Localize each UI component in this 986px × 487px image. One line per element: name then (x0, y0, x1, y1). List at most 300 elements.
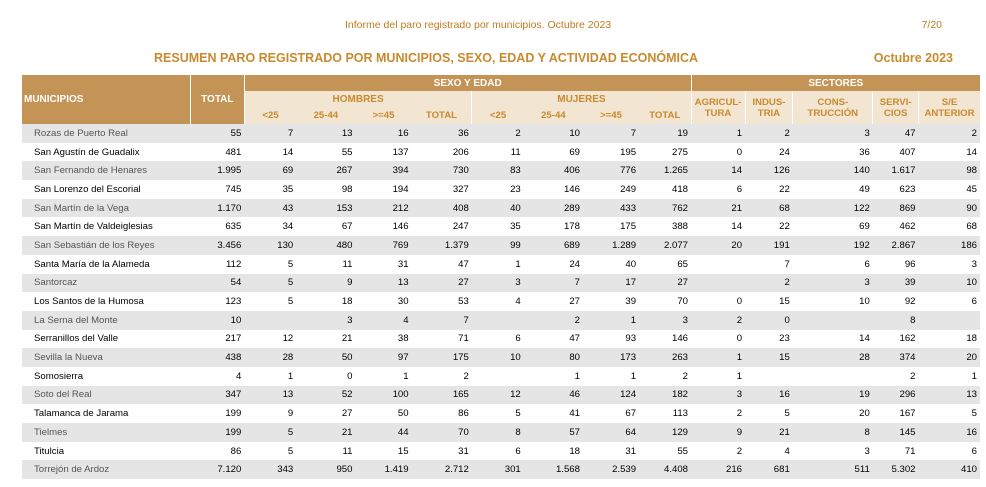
table-row (22, 124, 980, 143)
table-cell: 1.289 (583, 236, 639, 255)
col-header-total: TOTAL (190, 75, 244, 124)
table-cell: 27 (341, 408, 353, 420)
table-cell: 99 (472, 236, 524, 255)
table-cell: 730 (412, 161, 472, 180)
table-cell: 2.867 (873, 236, 919, 255)
table-cell: 212 (355, 199, 411, 218)
municipio-name: San Agustín de Guadalix (34, 146, 140, 158)
col-header-hombres-25-44: 25-44 (296, 107, 355, 124)
municipio-name: Sevilla la Nueva (22, 348, 190, 367)
table-cell: 175 (412, 348, 472, 367)
table-cell: 10 (859, 296, 870, 308)
table-cell: 34 (282, 221, 294, 233)
table-cell: 100 (355, 386, 411, 405)
table-cell: 13 (919, 386, 980, 405)
table-cell: 3 (793, 274, 873, 293)
table-cell: 8 (793, 423, 873, 442)
table-cell: 46 (524, 386, 583, 405)
table-cell: 433 (583, 199, 639, 218)
table-cell: 2.539 (583, 460, 639, 479)
table-cell: 69 (244, 161, 296, 180)
table-cell: 93 (625, 333, 637, 345)
col-header-construccion: CONS- TRUCCIÓN (793, 91, 873, 124)
table-cell: 689 (524, 236, 583, 255)
table-cell: 50 (397, 408, 409, 420)
municipio-name: Santa María de la Alameda (34, 258, 150, 270)
table-cell: 374 (873, 348, 919, 367)
table-cell: 10 (472, 348, 524, 367)
table-row (22, 217, 980, 236)
table-cell: 192 (793, 236, 873, 255)
table-cell: 1 (630, 370, 637, 382)
table-cell: 327 (452, 183, 469, 195)
table-cell: 97 (355, 348, 411, 367)
table-cell: 6 (971, 445, 977, 457)
table-cell: 18 (569, 445, 580, 457)
table-cell: 96 (904, 258, 916, 270)
municipio-name: Serranillos del Valle (34, 333, 119, 345)
table-cell: 47 (569, 333, 580, 345)
table-cell: 165 (412, 386, 472, 405)
table-cell: 1.170 (190, 199, 244, 218)
table-cell: 681 (745, 460, 793, 479)
table-row (22, 348, 980, 367)
table-cell: 71 (904, 445, 916, 457)
table-cell: 0 (736, 146, 743, 158)
col-header-mujeres-total: TOTAL (639, 107, 691, 124)
table-cell: 11 (510, 146, 521, 158)
municipio-name: Torrejón de Ardoz (22, 460, 190, 479)
table-cell: 55 (190, 124, 244, 143)
table-cell: 65 (677, 258, 689, 270)
table-cell (691, 274, 745, 293)
table-cell: 57 (524, 423, 583, 442)
table-cell: 17 (583, 274, 639, 293)
table-cell: 86 (230, 445, 242, 457)
table-cell: 122 (793, 199, 873, 218)
table-cell: 3 (691, 386, 745, 405)
table-cell: 19 (793, 386, 873, 405)
table-cell: 39 (873, 274, 919, 293)
table-cell: 140 (793, 161, 873, 180)
table-cell: 3 (639, 311, 691, 330)
table-cell: 1 (287, 370, 294, 382)
table-cell: 54 (190, 274, 244, 293)
table-cell (793, 311, 873, 330)
table-cell: 28 (793, 348, 873, 367)
table-cell: 20 (859, 408, 870, 420)
table-cell (745, 367, 793, 386)
table-cell: 8 (472, 423, 524, 442)
table-cell: 511 (793, 460, 873, 479)
table-cell: 6 (971, 296, 977, 308)
table-cell: 343 (244, 460, 296, 479)
table-cell: 267 (296, 161, 355, 180)
table-cell: 410 (919, 460, 980, 479)
table-cell: 23 (510, 183, 521, 195)
table-cell: 19 (639, 124, 691, 143)
table-cell: 1.617 (873, 161, 919, 180)
main-title: RESUMEN PARO REGISTRADO POR MUNICIPIOS, SEXO, EDAD Y ACTIVIDAD ECONÓMICA (154, 51, 699, 65)
table-cell: 10 (524, 124, 583, 143)
table-cell: 21 (296, 423, 355, 442)
table-cell: 2 (910, 370, 916, 382)
table-cell: 15 (397, 445, 409, 457)
municipio-name: Los Santos de la Humosa (34, 296, 144, 308)
table-row (22, 292, 980, 311)
table-cell: 67 (341, 221, 353, 233)
table-cell: 35 (510, 221, 521, 233)
table-cell: 438 (190, 348, 244, 367)
table-cell: 1 (574, 370, 580, 382)
report-title: Informe del paro registrado por municipios. Octubre 2023 (345, 19, 612, 31)
municipio-name: Rozas de Puerto Real (22, 124, 190, 143)
table-cell: 55 (341, 146, 353, 158)
report-header (0, 19, 986, 33)
table-cell: 137 (392, 146, 409, 158)
table-cell: 247 (452, 221, 469, 233)
table-cell: 126 (745, 161, 793, 180)
table-cell: 2 (919, 124, 980, 143)
municipio-name: Somosierra (34, 370, 84, 382)
table-cell: 98 (919, 161, 980, 180)
table-cell: 4 (355, 311, 411, 330)
table-cell: 194 (392, 183, 409, 195)
group-header-mujeres: MUJERES (472, 91, 691, 107)
table-row (22, 423, 980, 442)
table-cell: 762 (639, 199, 691, 218)
table-cell: 175 (620, 221, 637, 233)
table-cell (793, 367, 873, 386)
table-cell: 5 (287, 258, 294, 270)
table-row (22, 330, 980, 349)
table-cell: 146 (563, 183, 580, 195)
table-cell: 31 (397, 258, 409, 270)
table-cell: 50 (296, 348, 355, 367)
table-cell: 2 (463, 370, 469, 382)
table-cell: 28 (244, 348, 296, 367)
table-cell: 153 (296, 199, 355, 218)
table-cell: 31 (625, 445, 637, 457)
col-header-agricultura: AGRICUL- TURA (691, 91, 745, 124)
municipio-name: Tielmes (22, 423, 190, 442)
table-row (22, 199, 980, 218)
table-cell: 406 (524, 161, 583, 180)
table-cell: 1.265 (639, 161, 691, 180)
table-cell: 4 (235, 370, 242, 382)
table-cell: 4.408 (639, 460, 691, 479)
table-row (22, 180, 980, 199)
table-cell: 4 (784, 445, 790, 457)
table-cell: 2 (691, 311, 745, 330)
table-cell: 186 (919, 236, 980, 255)
table-cell: 5 (784, 408, 790, 420)
table-cell: 3.456 (190, 236, 244, 255)
table-cell: 7 (524, 274, 583, 293)
table-cell: 130 (244, 236, 296, 255)
table-cell: 21 (341, 333, 353, 345)
table-cell: 745 (225, 183, 242, 195)
table-cell: 7 (583, 124, 639, 143)
table-cell: 3 (793, 124, 873, 143)
table-cell: 15 (745, 348, 793, 367)
table-cell: 22 (779, 183, 790, 195)
table-cell: 301 (472, 460, 524, 479)
table-cell: 217 (225, 333, 242, 345)
municipio-name: Santorcaz (22, 274, 190, 293)
table-cell: 22 (779, 221, 790, 233)
table-cell: 635 (225, 221, 242, 233)
table-row (22, 143, 980, 162)
table-row (22, 442, 980, 461)
table-cell: 12 (472, 386, 524, 405)
table-cell: 167 (899, 408, 916, 420)
table-cell: 0 (736, 333, 743, 345)
table-cell: 92 (904, 296, 916, 308)
table-cell: 68 (966, 221, 977, 233)
table-cell: 480 (296, 236, 355, 255)
table-cell: 15 (779, 296, 790, 308)
col-header-servicios: SERVI- CIOS (873, 91, 919, 124)
table-cell: 1 (736, 370, 743, 382)
table-cell: 5 (971, 408, 977, 420)
municipio-name: Titulcia (34, 445, 65, 457)
table-cell: 16 (355, 124, 411, 143)
table-cell: 124 (583, 386, 639, 405)
table-cell: 129 (639, 423, 691, 442)
table-cell: 275 (672, 146, 689, 158)
table-cell: 55 (677, 445, 689, 457)
table-cell: 289 (524, 199, 583, 218)
unemployment-table (22, 75, 980, 479)
table-cell: 1 (583, 311, 639, 330)
table-cell: 7 (244, 124, 296, 143)
municipio-name: San Fernando de Henares (22, 161, 190, 180)
table-row (22, 386, 980, 405)
col-header-industria: INDUS- TRIA (745, 91, 793, 124)
table-cell: 296 (873, 386, 919, 405)
table-cell: 418 (672, 183, 689, 195)
table-row (22, 367, 980, 386)
table-cell: 112 (226, 258, 242, 270)
period-label: Octubre 2023 (873, 51, 953, 65)
table-cell: 11 (342, 445, 353, 457)
table-cell: 14 (282, 146, 294, 158)
table-cell: 5 (287, 296, 294, 308)
table-cell: 1.419 (355, 460, 411, 479)
table-cell: 6 (736, 183, 743, 195)
municipio-name: Soto del Real (22, 386, 190, 405)
table-cell: 80 (524, 348, 583, 367)
table-cell: 3 (864, 445, 870, 457)
col-header-hombres-lt25: <25 (244, 107, 296, 124)
table-cell: 71 (458, 333, 469, 345)
table-cell: 9 (296, 274, 355, 293)
table-cell: 2.077 (639, 236, 691, 255)
table-cell: 162 (899, 333, 916, 345)
table-cell: 0 (745, 311, 793, 330)
table-cell: 481 (225, 146, 242, 158)
table-cell: 5 (287, 445, 294, 457)
table-cell: 2 (736, 445, 743, 457)
table-cell: 70 (412, 423, 472, 442)
table-cell: 2 (736, 408, 743, 420)
table-cell: 30 (397, 296, 409, 308)
table-cell: 14 (966, 146, 977, 158)
table-cell: 769 (355, 236, 411, 255)
table-cell: 182 (639, 386, 691, 405)
table-cell: 2 (524, 311, 583, 330)
table-row (22, 404, 980, 423)
table-cell: 21 (745, 423, 793, 442)
col-header-mujeres-25-44: 25-44 (524, 107, 583, 124)
table-cell: 2.712 (412, 460, 472, 479)
table-cell: 199 (190, 423, 244, 442)
table-cell: 7.120 (190, 460, 244, 479)
col-header-mujeres-ge45: >=45 (583, 107, 639, 124)
table-cell: 2 (472, 124, 524, 143)
table-cell: 950 (296, 460, 355, 479)
table-cell (472, 367, 524, 386)
table-cell: 27 (412, 274, 472, 293)
table-cell: 6 (864, 258, 870, 270)
table-cell: 90 (919, 199, 980, 218)
table-cell: 5 (244, 423, 296, 442)
col-header-municipios: MUNICIPIOS (22, 75, 190, 124)
table-cell: 14 (691, 161, 745, 180)
table-cell: 20 (691, 236, 745, 255)
table-cell: 10 (190, 311, 244, 330)
table-cell: 347 (190, 386, 244, 405)
table-body (22, 124, 980, 479)
table-cell: 10 (919, 274, 980, 293)
municipio-name: San Martín de la Vega (22, 199, 190, 218)
table-cell: 6 (515, 445, 521, 457)
table-cell: 16 (745, 386, 793, 405)
table-cell: 2 (682, 370, 689, 382)
table-cell: 7 (412, 311, 472, 330)
table-cell: 869 (873, 199, 919, 218)
table-cell: 776 (583, 161, 639, 180)
table-cell: 86 (458, 408, 469, 420)
table-cell: 14 (859, 333, 870, 345)
table-cell: 408 (412, 199, 472, 218)
table-cell (472, 311, 524, 330)
table-cell: 9 (691, 423, 745, 442)
table-cell: 5.302 (873, 460, 919, 479)
table-cell: 407 (899, 146, 916, 158)
table-cell: 216 (691, 460, 745, 479)
table-cell: 83 (472, 161, 524, 180)
table-cell: 27 (569, 296, 580, 308)
table-cell: 5 (244, 274, 296, 293)
table-row (22, 161, 980, 180)
table-cell: 0 (347, 370, 353, 382)
table-cell: 40 (625, 258, 637, 270)
table-cell: 40 (472, 199, 524, 218)
municipio-name: San Sebastián de los Reyes (22, 236, 190, 255)
table-cell: 69 (569, 146, 580, 158)
table-cell: 146 (392, 221, 409, 233)
table-cell: 1 (691, 348, 745, 367)
table-row (22, 311, 980, 330)
table-cell: 20 (919, 348, 980, 367)
table-cell: 1 (971, 370, 977, 382)
table-cell: 47 (873, 124, 919, 143)
municipio-name: La Serna del Monte (22, 311, 190, 330)
table-cell: 23 (779, 333, 790, 345)
table-cell: 178 (563, 221, 580, 233)
table-cell: 145 (873, 423, 919, 442)
table-cell: 13 (296, 124, 355, 143)
table-cell: 24 (779, 146, 790, 158)
table-cell: 3 (971, 258, 977, 270)
table-cell: 191 (745, 236, 793, 255)
table-cell: 1 (403, 370, 409, 382)
table-cell: 52 (296, 386, 355, 405)
table-cell: 1.379 (412, 236, 472, 255)
table-row (22, 236, 980, 255)
table-cell: 49 (859, 183, 870, 195)
table-cell: 47 (458, 258, 469, 270)
page-number: 7/20 (921, 19, 942, 31)
table-cell: 18 (966, 333, 977, 345)
table-cell: 35 (282, 183, 294, 195)
table-cell: 3 (296, 311, 355, 330)
table-cell: 8 (873, 311, 919, 330)
table-cell: 11 (342, 258, 353, 270)
group-header-sexo-edad: SEXO Y EDAD (244, 75, 691, 91)
table-cell: 263 (639, 348, 691, 367)
table-cell: 1 (691, 124, 745, 143)
table-cell: 36 (412, 124, 472, 143)
table-cell: 13 (355, 274, 411, 293)
table-cell: 199 (225, 408, 242, 420)
table-cell (244, 311, 296, 330)
col-header-mujeres-lt25: <25 (472, 107, 524, 124)
table-cell: 6 (515, 333, 521, 345)
table-cell: 39 (625, 296, 637, 308)
table-cell: 7 (784, 258, 790, 270)
table-cell: 462 (899, 221, 916, 233)
municipio-name: Talamanca de Jarama (34, 408, 129, 420)
table-cell: 44 (355, 423, 411, 442)
table-cell: 43 (244, 199, 296, 218)
col-header-hombres-ge45: >=45 (355, 107, 411, 124)
table-cell: 67 (625, 408, 637, 420)
table-cell: 12 (282, 333, 294, 345)
table-cell: 173 (583, 348, 639, 367)
table-row (22, 255, 980, 274)
table-cell: 394 (355, 161, 411, 180)
table-cell: 388 (672, 221, 689, 233)
municipio-name: San Lorenzo del Escorial (34, 183, 141, 195)
table-cell: 113 (672, 408, 689, 420)
table-cell (919, 311, 980, 330)
table-cell: 2 (745, 124, 793, 143)
table-cell: 0 (736, 296, 743, 308)
table-title-bar (0, 51, 986, 67)
table-cell: 24 (569, 258, 580, 270)
table-cell: 1 (515, 258, 521, 270)
table-cell: 4 (515, 296, 521, 308)
table-cell: 21 (691, 199, 745, 218)
group-header-sectores: SECTORES (691, 75, 980, 91)
table-cell: 98 (341, 183, 353, 195)
table-cell: 36 (859, 146, 870, 158)
municipio-name: San Martín de Valdeiglesias (34, 221, 153, 233)
table-cell: 27 (639, 274, 691, 293)
